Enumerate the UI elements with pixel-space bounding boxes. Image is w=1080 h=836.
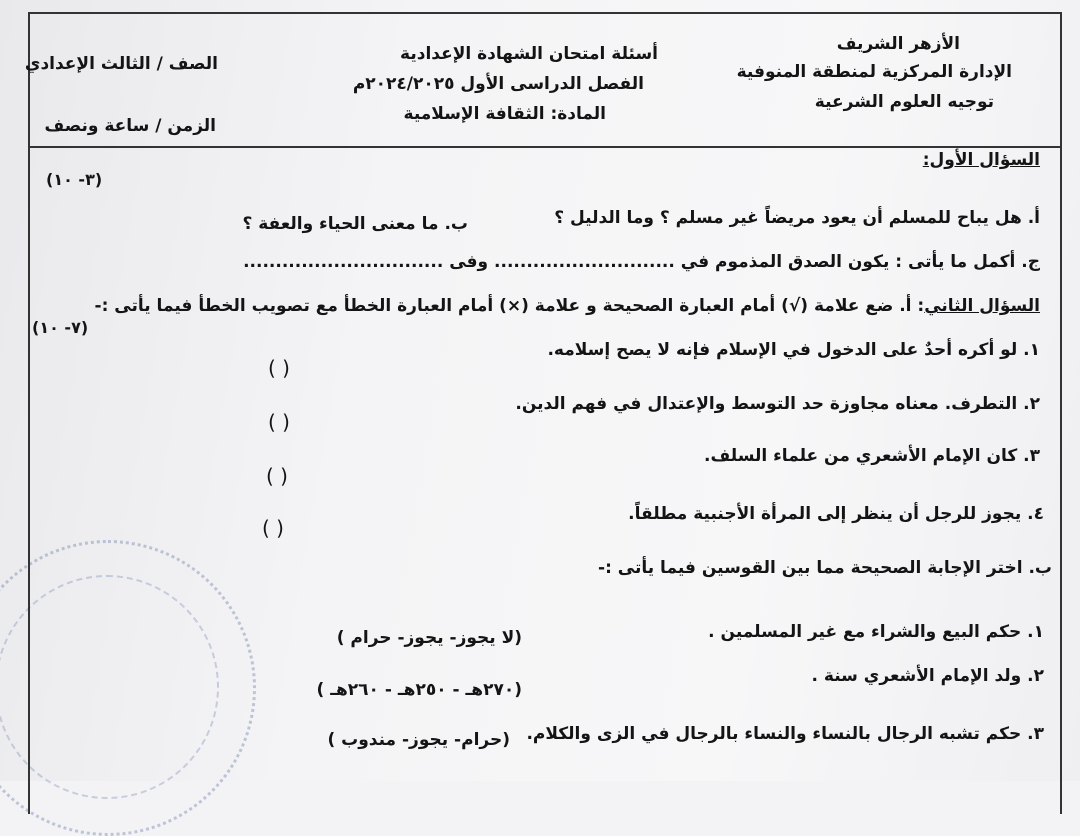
header-right-line1: الأزهر الشريف bbox=[836, 34, 960, 54]
q1-c: ج. أكمل ما يأتى : يكون الصدق المذموم في ............................ وفى ............................... bbox=[243, 252, 1040, 272]
answer-blank-4[interactable]: ( ) bbox=[262, 516, 284, 540]
q2-statement-2: ٢. التطرف. معناه مجاوزة حد التوسط والإعتدال في فهم الدين. bbox=[515, 394, 1040, 414]
q2-choice-2-options: (٢٧٠هـ - ٢٥٠هـ - ٢٦٠هـ ) bbox=[316, 680, 522, 700]
q2-choice-3-options: (حرام- يجوز- مندوب ) bbox=[327, 730, 510, 750]
q1-title: السؤال الأول: bbox=[922, 150, 1040, 170]
q2-marks: (٧- ١٠) bbox=[32, 318, 89, 337]
header-center-line2: الفصل الدراسى الأول ٢٠٢٤/٢٠٢٥م bbox=[352, 74, 644, 94]
q2-choice-2: ٢. ولد الإمام الأشعري سنة . bbox=[811, 666, 1044, 686]
header-center-line1: أسئلة امتحان الشهادة الإعدادية bbox=[400, 44, 658, 64]
q1-marks: (٣- ١٠) bbox=[46, 170, 103, 189]
q2-b-title: ب. اختر الإجابة الصحيحة مما بين القوسين فيما يأتى :- bbox=[598, 558, 1052, 578]
answer-blank-3[interactable]: ( ) bbox=[266, 464, 288, 488]
header-center-line3: المادة: الثقافة الإسلامية bbox=[403, 104, 606, 124]
header-time: الزمن / ساعة ونصف bbox=[44, 116, 216, 136]
q2-choice-3: ٣. حكم تشبه الرجال بالنساء والنساء بالرجال في الزى والكلام. bbox=[526, 724, 1044, 744]
q2-statement-1: ١. لو أكره أحدٌ على الدخول في الإسلام فإنه لا يصح إسلامه. bbox=[547, 340, 1040, 360]
answer-blank-1[interactable]: ( ) bbox=[268, 356, 290, 380]
header-right-line3: توجيه العلوم الشرعية bbox=[814, 92, 994, 112]
q2-choice-1-options: (لا يجوز- يجوز- حرام ) bbox=[336, 628, 522, 648]
q2-choice-1: ١. حكم البيع والشراء مع غير المسلمين . bbox=[708, 622, 1044, 642]
q2-statement-3: ٣. كان الإمام الأشعري من علماء السلف. bbox=[704, 446, 1040, 466]
header-divider bbox=[28, 146, 1060, 148]
q2-statement-4: ٤. يجوز للرجل أن ينظر إلى المرأة الأجنبية مطلقاً. bbox=[628, 504, 1044, 524]
q1-a: أ. هل يباح للمسلم أن يعود مريضاً غير مسلم ؟ وما الدليل ؟ bbox=[554, 208, 1040, 228]
answer-blank-2[interactable]: ( ) bbox=[268, 410, 290, 434]
q2-header bbox=[95, 296, 1040, 316]
header-grade: الصف / الثالث الإعدادي bbox=[24, 54, 218, 74]
q1-b: ب. ما معنى الحياء والعفة ؟ bbox=[242, 214, 468, 234]
q2-instruction: : أ. ضع علامة (√) أمام العبارة الصحيحة و علامة (×) أمام العبارة الخطأ مع تصويب الخطأ فيما يأتى :- bbox=[94, 296, 925, 316]
q2-title: السؤال الثاني bbox=[924, 296, 1040, 316]
header-right-line2: الإدارة المركزية لمنطقة المنوفية bbox=[736, 62, 1012, 82]
